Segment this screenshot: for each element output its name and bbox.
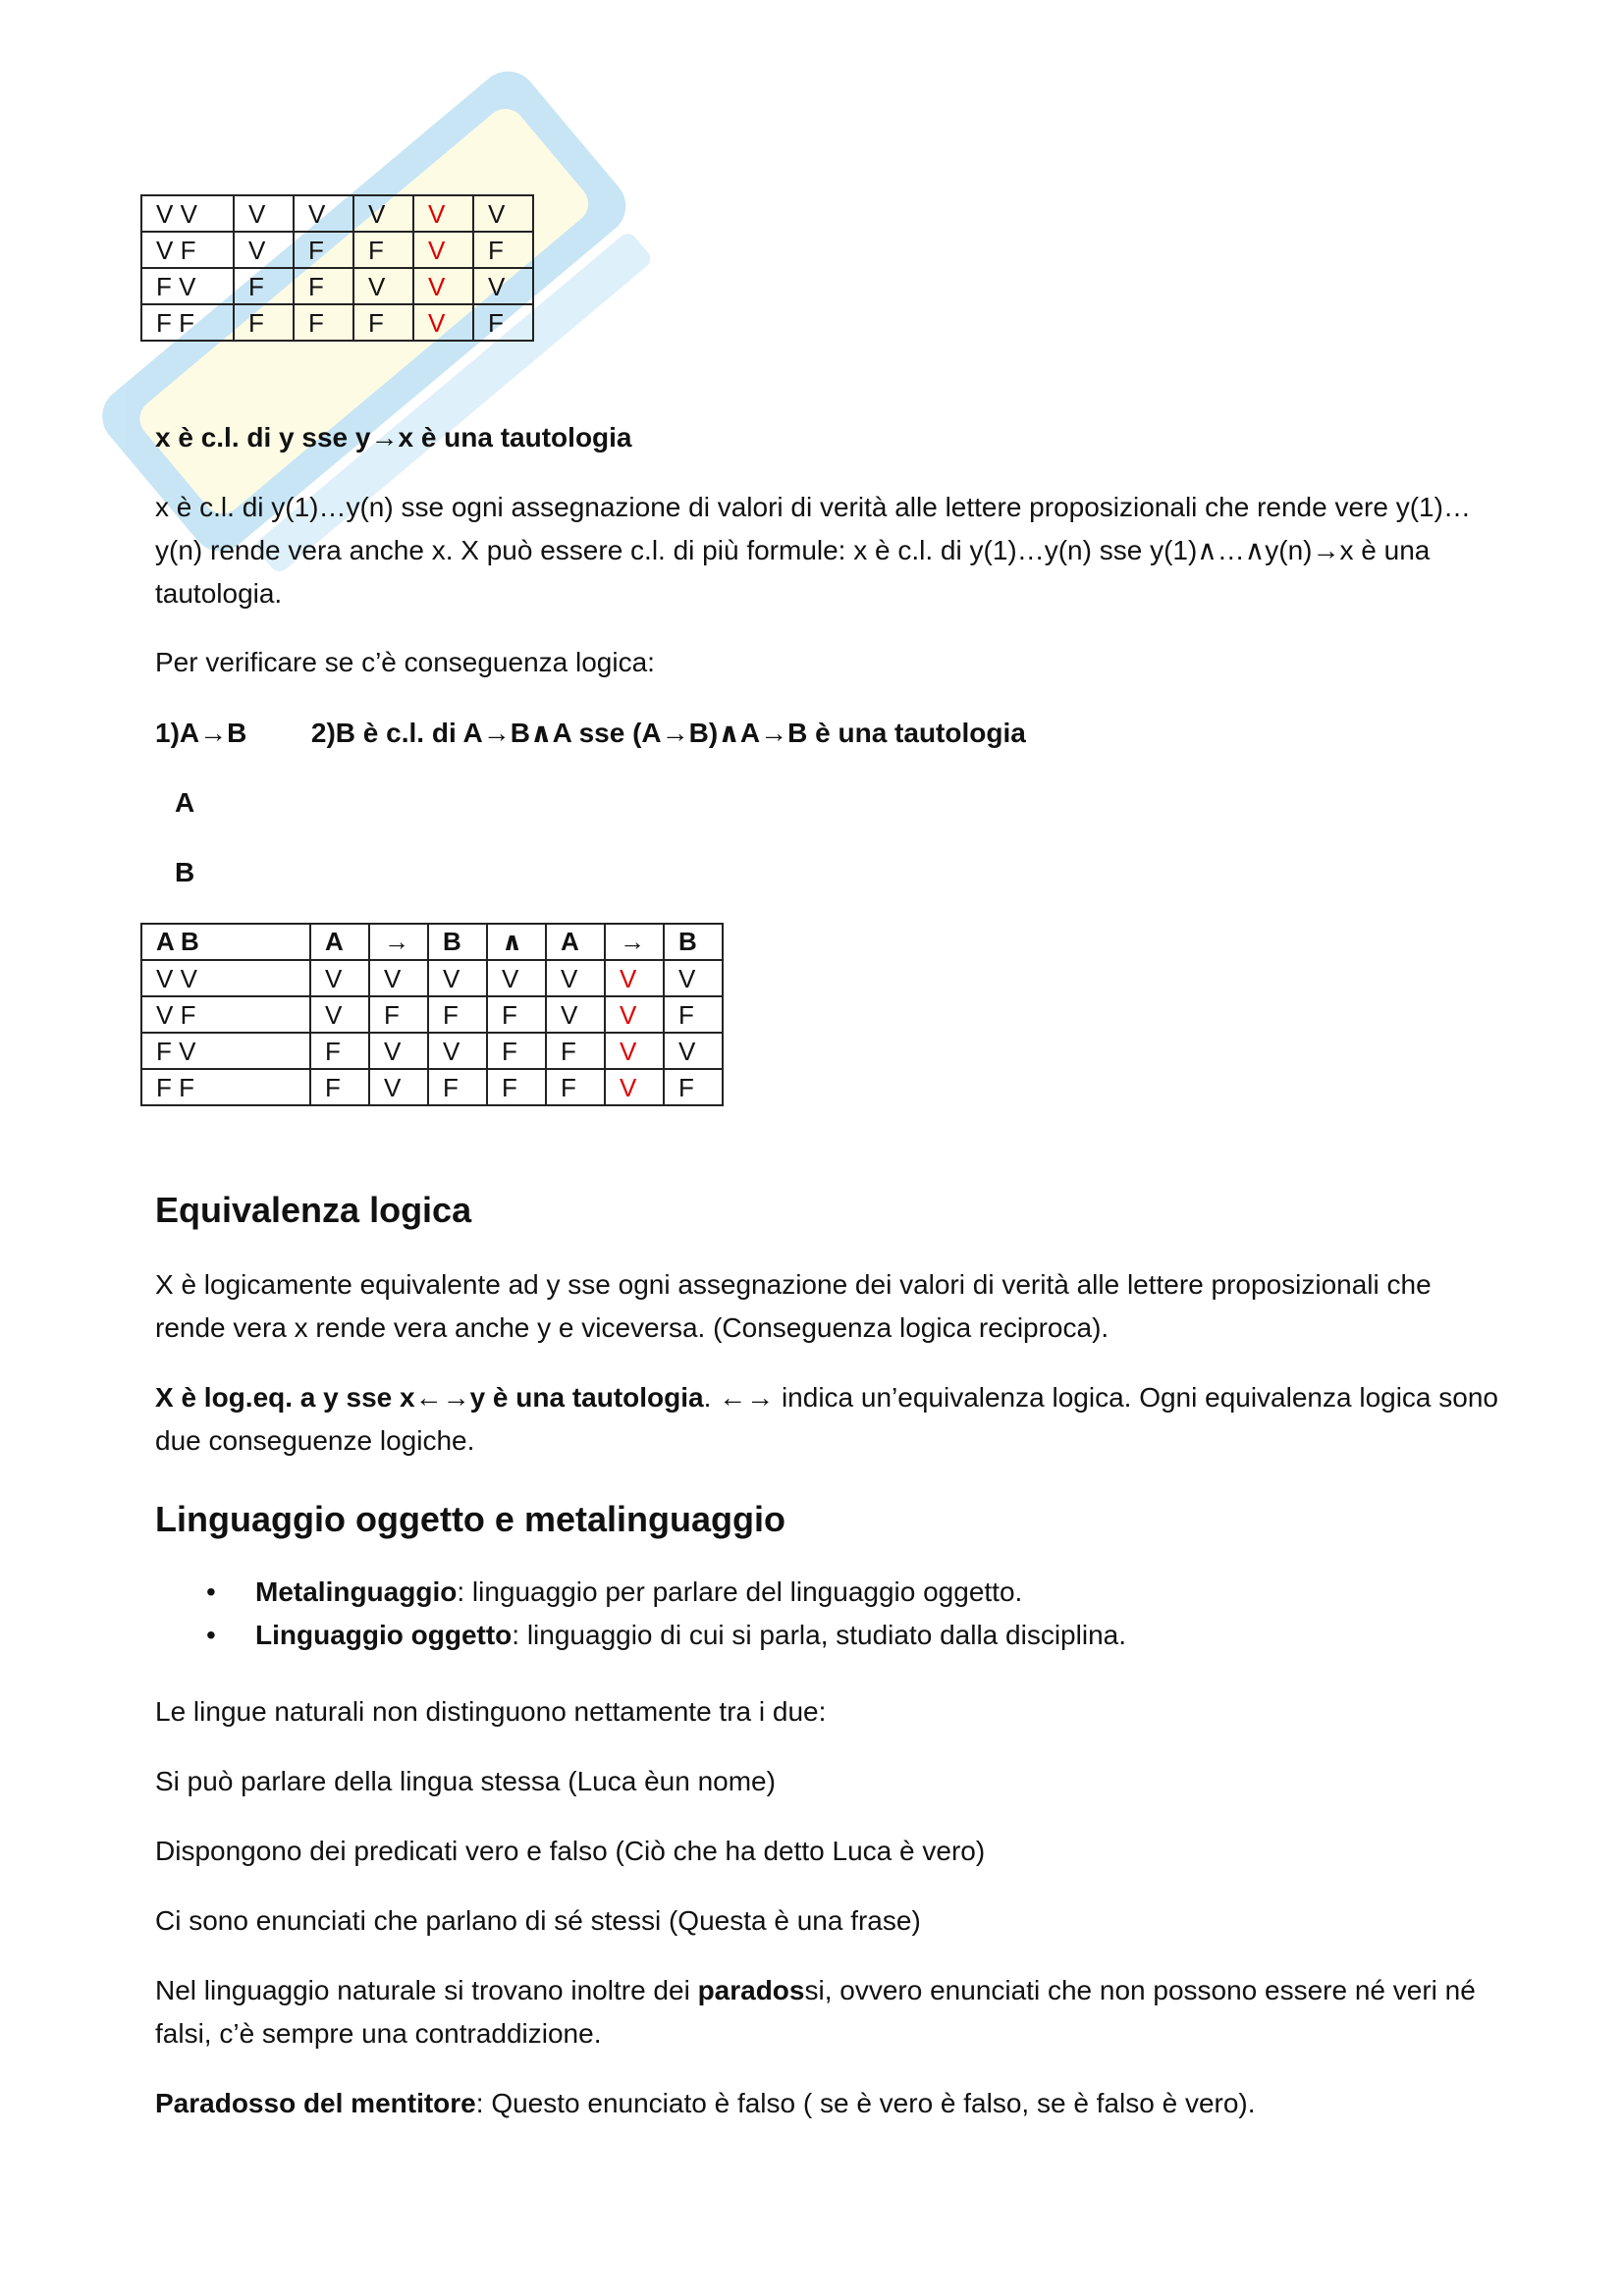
table-cell: V <box>310 960 369 996</box>
truth-table-2 <box>140 923 724 1106</box>
table-cell: V <box>605 996 664 1033</box>
table-cell: V F <box>141 232 234 268</box>
equiv-paragraph: X è logicamente equivalente ad y sse ogni assegnazione dei valori di verità alle lettere proposizionali che rende vera x rende vera anche y e viceversa. (Conseguenza logica reciproca). <box>155 1269 1432 1343</box>
table-cell: V <box>473 195 533 232</box>
table-cell: V <box>413 268 473 304</box>
table-cell: V <box>353 195 413 232</box>
table-cell: V V <box>141 195 234 232</box>
table-cell: F <box>487 1069 546 1105</box>
table-row <box>141 1033 723 1069</box>
table-cell: V <box>428 1033 487 1069</box>
table-cell: V <box>605 1069 664 1105</box>
table-cell: F <box>234 268 294 304</box>
table-cell: F <box>546 1069 605 1105</box>
table-cell: F V <box>141 1033 310 1069</box>
table-cell: F <box>294 268 353 304</box>
table-cell: V <box>664 960 723 996</box>
table-cell: V <box>353 268 413 304</box>
list-item <box>206 1571 1126 1614</box>
table-cell: V <box>294 195 353 232</box>
table-cell: V <box>369 1033 428 1069</box>
table-cell: F <box>428 1069 487 1105</box>
table-cell: F <box>487 1033 546 1069</box>
table-cell: V <box>473 268 533 304</box>
table-header-cell: A <box>310 924 369 960</box>
table-cell: F <box>353 304 413 341</box>
paragraph-lingue: Le lingue naturali non distinguono nettamente tra i due: <box>155 1696 827 1727</box>
table-cell: F <box>664 1069 723 1105</box>
table-cell: F <box>310 1033 369 1069</box>
table-cell: V F <box>141 996 310 1033</box>
table-cell: V <box>664 1033 723 1069</box>
table-row <box>141 268 533 304</box>
table-cell: F <box>234 304 294 341</box>
bullet-term: Metalinguaggio <box>255 1576 458 1607</box>
table-cell: F <box>310 1069 369 1105</box>
truth-table-1 <box>140 194 534 342</box>
table-cell: V <box>234 232 294 268</box>
table-cell: F <box>294 304 353 341</box>
mentitore-desc: : Questo enunciato è falso ( se è vero è falso, se è falso è vero). <box>475 2088 1256 2118</box>
text-run: si, ovvero enunciati che non possono essere né veri né falsi, c’è sempre una contraddizione. <box>155 1975 1476 2049</box>
table-cell: F <box>664 996 723 1033</box>
table-cell: F <box>473 232 533 268</box>
equiv-rest: . ←→ indica un’equivalenza logica. Ogni equivalenza logica sono due conseguenze logiche. <box>155 1382 1498 1456</box>
table-header-cell: → <box>605 924 664 960</box>
table-cell: F F <box>141 1069 310 1105</box>
table-cell: F F <box>141 304 234 341</box>
table-cell: F <box>487 996 546 1033</box>
table-cell: V <box>413 232 473 268</box>
bullet-desc: : linguaggio di cui si parla, studiato dalla disciplina. <box>512 1620 1126 1650</box>
section-heading-equivalenza: Equivalenza logica <box>155 1190 472 1230</box>
text-run: Nel linguaggio naturale si trovano inoltre dei <box>155 1975 698 2005</box>
mentitore-term: Paradosso del mentitore <box>155 2088 476 2118</box>
bullet-list <box>206 1571 1126 1657</box>
cl-steps <box>155 712 1500 755</box>
table-cell: F <box>369 996 428 1033</box>
step-2: 2)B è c.l. di A→B∧A sse (A→B)∧A→B è una tautologia <box>310 718 1026 748</box>
table-cell: V <box>546 996 605 1033</box>
table-header-cell: ∧ <box>487 924 546 960</box>
table-cell: F <box>546 1033 605 1069</box>
section-heading-linguaggio: Linguaggio oggetto e metalinguaggio <box>155 1499 785 1539</box>
step-1: 1)A→B <box>155 718 247 748</box>
equiv-bold-def: X è log.eq. a y sse x←→y è una tautologia <box>155 1382 704 1413</box>
table-cell: V V <box>141 960 310 996</box>
table-header-cell: → <box>369 924 428 960</box>
paragraph-enunciati: Ci sono enunciati che parlano di sé stessi (Questa è una frase) <box>155 1905 921 1936</box>
table-row <box>141 195 533 232</box>
table-cell: V <box>487 960 546 996</box>
table-cell: F <box>473 304 533 341</box>
list-item <box>206 1614 1126 1657</box>
table-cell: V <box>369 1069 428 1105</box>
table-cell: V <box>413 195 473 232</box>
table-cell: V <box>369 960 428 996</box>
table-row <box>141 1069 723 1105</box>
table-header-cell: A <box>546 924 605 960</box>
cl-definition: x è c.l. di y sse y→x è una tautologia <box>155 422 632 453</box>
table-cell: F V <box>141 268 234 304</box>
table-cell: V <box>234 195 294 232</box>
table-cell: V <box>605 1033 664 1069</box>
paragraph-mentitore <box>155 2082 1500 2125</box>
table-cell: F <box>428 996 487 1033</box>
equiv-definition <box>155 1376 1500 1463</box>
table-row <box>141 996 723 1033</box>
premise-a: A <box>175 787 195 818</box>
text-run-bold: parados <box>697 1975 805 2005</box>
table-cell: V <box>546 960 605 996</box>
table-header-cell: B <box>428 924 487 960</box>
table-row <box>141 960 723 996</box>
bullet-desc: : linguaggio per parlare del linguaggio oggetto. <box>457 1576 1023 1607</box>
table-cell: F <box>294 232 353 268</box>
table-cell: F <box>353 232 413 268</box>
table-row <box>141 304 533 341</box>
paragraph-paradossi <box>155 1969 1500 2056</box>
table-row <box>141 232 533 268</box>
paragraph-lingua-stessa: Si può parlare della lingua stessa (Luca èun nome) <box>155 1766 776 1796</box>
table-cell: V <box>310 996 369 1033</box>
table-cell: V <box>605 960 664 996</box>
paragraph-predicati: Dispongono dei predicati vero e falso (Ciò che ha detto Luca è vero) <box>155 1836 986 1866</box>
cl-paragraph: x è c.l. di y(1)…y(n) sse ogni assegnazione di valori di verità alle lettere proposizionali che rende vere y(1)…y(n) rende vera anche x. X può essere c.l. di più formule: x è c.l. di y(1)…y(n) sse y(1)∧…∧y(n)→x è una tautologia. <box>155 492 1471 609</box>
bullet-term: Linguaggio oggetto <box>255 1620 513 1650</box>
table-header-cell: B <box>664 924 723 960</box>
premise-b: B <box>175 857 195 887</box>
table-cell: V <box>413 304 473 341</box>
table-cell: V <box>428 960 487 996</box>
cl-verify-intro: Per verificare se c’è conseguenza logica: <box>155 647 655 677</box>
table-header-cell: A B <box>141 924 310 960</box>
